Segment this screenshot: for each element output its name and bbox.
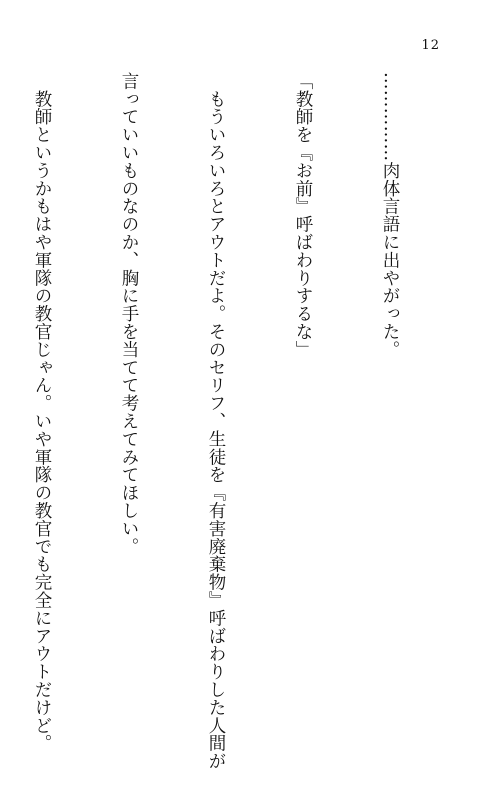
- text-line: 言っていいものなのか、胸に手を当てて考えてみてほしい。: [119, 72, 139, 556]
- text-line: 教師というかもはや軍隊の教官じゃん。いや軍隊の教官でも完全にアウトだけど。: [32, 72, 52, 753]
- text-line: 「教師を『お前』呼ばわりするな」: [293, 72, 313, 359]
- page-number: 12: [421, 38, 440, 53]
- vertical-text-block: [32, 72, 462, 771]
- text-line: ……………肉体言語に出やがった。: [380, 72, 400, 359]
- text-line: もういろいろとアウトだよ。そのセリフ、生徒を『有害廃棄物』呼ばわりした人間が: [206, 72, 226, 771]
